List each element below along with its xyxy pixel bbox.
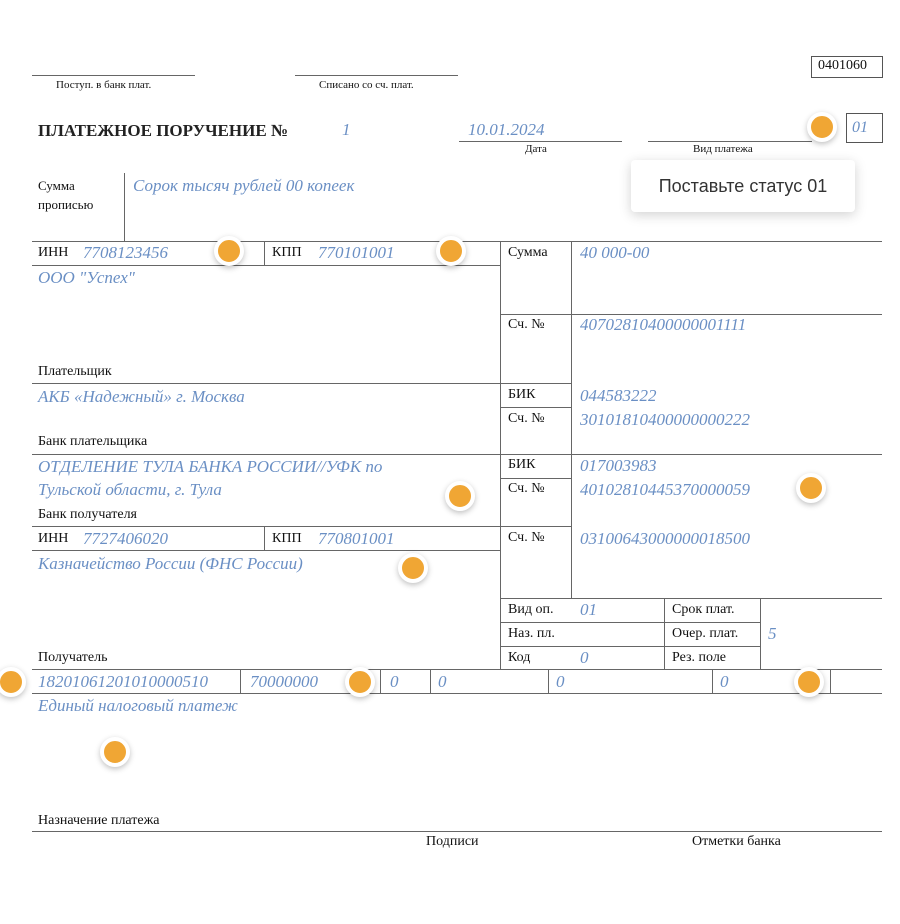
recipient-bik-label: БИК: [508, 457, 536, 472]
order-date: 10.01.2024: [468, 120, 545, 139]
hint-marker-status[interactable]: [807, 112, 837, 142]
payer-inn: 7708123456: [83, 243, 168, 262]
hint-marker-recipient-bank[interactable]: [445, 481, 475, 511]
recipient-kpp: 770801001: [318, 529, 395, 548]
grid-line: [712, 669, 713, 693]
form-title: ПЛАТЕЖНОЕ ПОРУЧЕНИЕ №: [38, 121, 289, 140]
recipient-label: Получатель: [38, 650, 108, 665]
payment-type-line: [648, 141, 812, 142]
bank-marks-label: Отметки банка: [692, 834, 781, 849]
recipient-bik: 017003983: [580, 456, 657, 475]
grid-line: [32, 383, 572, 384]
grid-line: [500, 646, 760, 647]
payer-name: ООО "Успех": [38, 268, 135, 287]
tax-field-4: 0: [720, 672, 729, 691]
debited-line: [295, 75, 458, 76]
debited-label: Списано со сч. плат.: [319, 79, 414, 91]
grid-line: [240, 669, 241, 693]
tax-field-3: 0: [556, 672, 565, 691]
tax-field-2: 0: [438, 672, 447, 691]
date-label: Дата: [525, 143, 547, 155]
signatures-label: Подписи: [426, 834, 479, 849]
grid-line: [500, 598, 882, 599]
recipient-bank-line1: ОТДЕЛЕНИЕ ТУЛА БАНКА РОССИИ//УФК по: [38, 457, 383, 476]
payer-bik: 044583222: [580, 386, 657, 405]
amount-words: Сорок тысяч рублей 00 копеек: [133, 176, 355, 195]
tooltip-text: Поставьте статус 01: [658, 175, 828, 196]
recipient-bank-label: Банк получателя: [38, 507, 137, 522]
payer-bank-label: Банк плательщика: [38, 434, 148, 449]
hint-marker-kbk[interactable]: [0, 667, 26, 697]
payer-account: 40702810400000001111: [580, 315, 747, 334]
received-label: Поступ. в банк плат.: [56, 79, 152, 91]
recipient-account-label: Сч. №: [508, 530, 545, 545]
purpose-code-label: Наз. пл.: [508, 626, 555, 641]
priority-value: 5: [768, 624, 777, 643]
due-label: Срок плат.: [672, 602, 735, 617]
payer-corr-account: 30101810400000000222: [580, 410, 750, 429]
grid-line: [32, 831, 882, 832]
recipient-inn-label: ИНН: [38, 531, 69, 546]
payer-kpp-label: КПП: [272, 245, 302, 260]
code-label: Код: [508, 650, 531, 665]
recipient-account: 03100643000000018500: [580, 529, 750, 548]
hint-marker-tax-field[interactable]: [794, 667, 824, 697]
payer-bank: АКБ «Надежный» г. Москва: [38, 387, 245, 406]
received-line: [32, 75, 195, 76]
payer-kpp: 770101001: [318, 243, 395, 262]
grid-line: [32, 265, 500, 266]
grid-line: [380, 669, 381, 693]
grid-line: [430, 669, 431, 693]
recipient-corr-label: Сч. №: [508, 481, 545, 496]
hint-marker-payer-inn[interactable]: [214, 236, 244, 266]
amount-words-label: Сумма прописью: [38, 178, 94, 212]
grid-line: [571, 241, 572, 598]
grid-line: [548, 669, 549, 693]
grid-line: [264, 241, 265, 265]
priority-label: Очер. плат.: [672, 626, 739, 641]
amount-label: Сумма: [508, 245, 548, 260]
hint-marker-purpose[interactable]: [100, 737, 130, 767]
grid-line: [500, 478, 572, 479]
grid-line: [32, 693, 882, 694]
amount-value: 40 000-00: [580, 243, 650, 262]
form-code: 0401060: [818, 58, 867, 73]
date-line: [459, 141, 622, 142]
operation-type: 01: [580, 600, 597, 619]
grid-line: [760, 598, 761, 670]
purpose-text: Единый налоговый платеж: [38, 696, 238, 715]
recipient-kpp-label: КПП: [272, 531, 302, 546]
payer-account-label: Сч. №: [508, 317, 545, 332]
grid-line: [32, 669, 882, 670]
status-value: 01: [852, 119, 868, 136]
grid-line: [32, 526, 572, 527]
amount-words-divider: [124, 173, 125, 241]
payment-type-label: Вид платежа: [693, 143, 753, 155]
payer-inn-label: ИНН: [38, 245, 69, 260]
tax-field-1: 0: [390, 672, 399, 691]
grid-line: [500, 407, 572, 408]
code-value: 0: [580, 648, 589, 667]
hint-marker-recipient[interactable]: [398, 553, 428, 583]
reserve-label: Рез. поле: [672, 650, 727, 665]
recipient-corr-account: 40102810445370000059: [580, 480, 750, 499]
recipient-bank-line2: Тульской области, г. Тула: [38, 480, 222, 499]
grid-line: [500, 622, 760, 623]
grid-line: [32, 550, 500, 551]
payer-label: Плательщик: [38, 364, 112, 379]
grid-line: [830, 669, 831, 693]
grid-line: [264, 526, 265, 550]
kbk-value: 18201061201010000510: [38, 672, 208, 691]
grid-line: [664, 598, 665, 670]
status-tooltip: [631, 160, 855, 212]
oktmo-value: 70000000: [250, 672, 318, 691]
purpose-label: Назначение платежа: [38, 813, 160, 828]
hint-marker-oktmo[interactable]: [345, 667, 375, 697]
grid-line: [32, 454, 882, 455]
recipient-inn: 7727406020: [83, 529, 168, 548]
order-number: 1: [342, 120, 351, 139]
payer-corr-label: Сч. №: [508, 411, 545, 426]
recipient-name: Казначейство России (ФНС России): [38, 554, 303, 573]
grid-line: [500, 241, 501, 669]
payer-bik-label: БИК: [508, 387, 536, 402]
hint-marker-payer-kpp[interactable]: [436, 236, 466, 266]
hint-marker-corr-account[interactable]: [796, 473, 826, 503]
operation-type-label: Вид оп.: [508, 602, 554, 617]
